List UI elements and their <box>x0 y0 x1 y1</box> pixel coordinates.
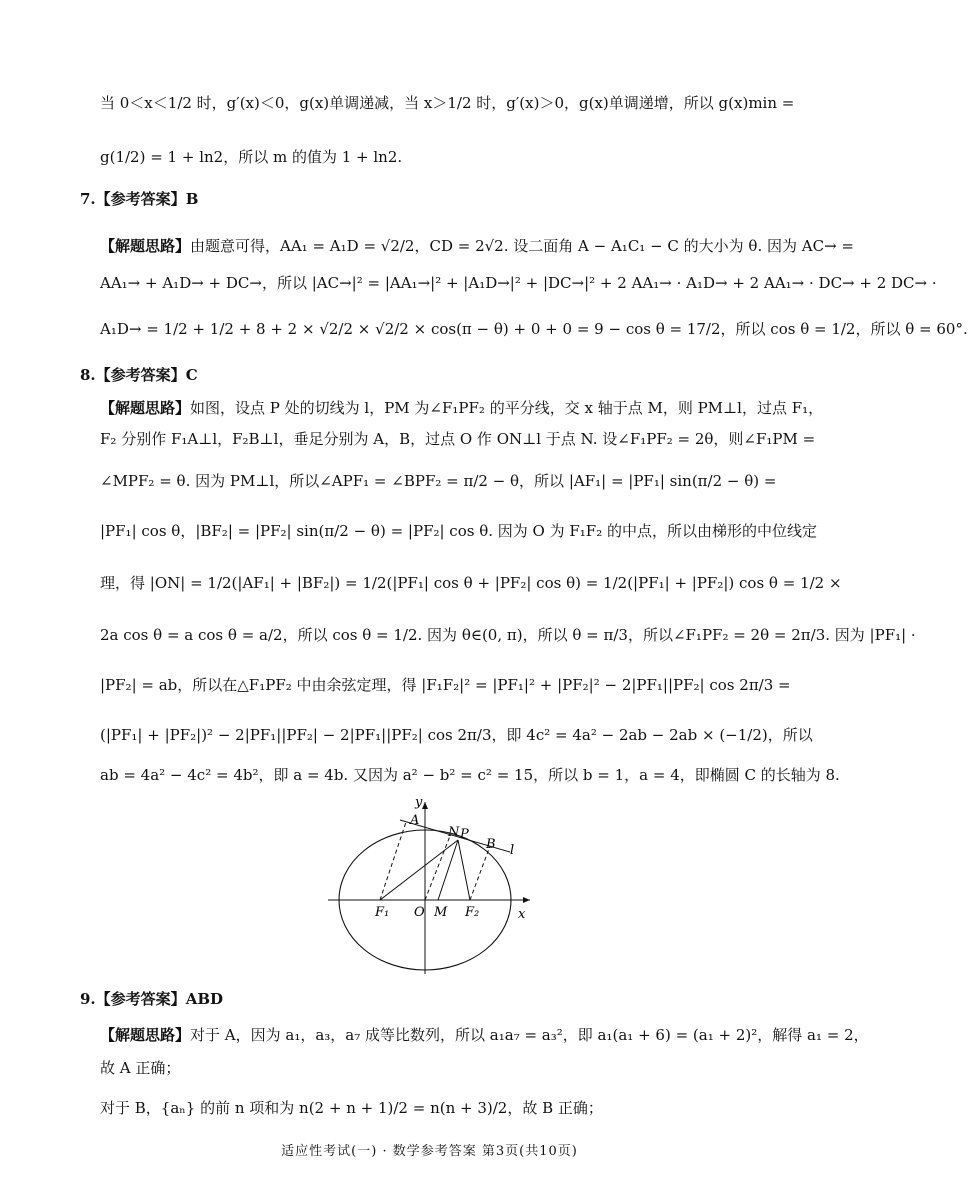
y-axis-arrow <box>422 802 428 809</box>
label-p: P <box>460 827 469 842</box>
q8-idea-tag: 【解题思路】 <box>100 399 191 417</box>
q7-number: 7. <box>80 190 96 208</box>
label-m: M <box>434 905 448 920</box>
q9-number: 9. <box>80 990 96 1008</box>
q8-solution-line-9: ab = 4a² − 4c² = 4b²，即 a = 4b. 又因为 a² − b² = c² = 15，所以 b = 1，a = 4，即椭圆 C 的长轴为 8. <box>100 766 840 784</box>
continuation-line-2: g(1/2) = 1 + ln2，所以 m 的值为 1 + ln2. <box>100 148 403 166</box>
q8-answer: C <box>185 366 198 384</box>
q7-solution-line-3: A₁D→ = 1/2 + 1/2 + 8 + 2 × √2/2 × √2/2 × cos(π − θ) + 0 + 0 = 9 − cos θ = 17/2，所以 cos θ = 1/2，所以 θ = 60°. <box>100 320 968 338</box>
q7-header <box>80 188 198 209</box>
page-footer: 适应性考试(一) · 数学参考答案 第3页(共10页) <box>281 1144 578 1159</box>
q8-text-1: 如图，设点 P 处的切线为 l，PM 为∠F₁PF₂ 的平分线，交 x 轴于点 M，则 PM⊥l，过点 F₁， <box>190 399 824 417</box>
q8-solution-line-8: (|PF₁| + |PF₂|)² − 2|PF₁||PF₂| − 2|PF₁||PF₂| cos 2π/3，即 4c² = 4a² − 2ab − 2ab × (−1/2)，所以 <box>100 726 813 744</box>
q9-answer: ABD <box>185 990 224 1008</box>
q8-solution-line-4: |PF₁| cos θ，|BF₂| = |PF₂| sin(π/2 − θ) = |PF₂| cos θ. 因为 O 为 F₁F₂ 的中点，所以由梯形的中位线定 <box>100 522 817 540</box>
q8-solution-line-6: 2a cos θ = a cos θ = a/2，所以 cos θ = 1/2. 因为 θ∈(0, π)，所以 θ = π/3，所以∠F₁PF₂ = 2θ = 2π/3. 因为 |PF₁| · <box>100 626 916 644</box>
q7-answer: B <box>185 190 199 208</box>
q8-answer-tag: 【参考答案】 <box>95 366 186 384</box>
label-a: A <box>410 813 420 828</box>
q9-header <box>80 988 223 1009</box>
segment-pf1 <box>380 840 458 900</box>
q8-solution-line-1 <box>100 397 823 418</box>
segment-pf2 <box>458 840 470 900</box>
q9-solution-line-3: 对于 B，{aₙ} 的前 n 项和为 n(2 + n + 1)/2 = n(n + 3)/2，故 B 正确； <box>100 1099 603 1117</box>
label-n: N <box>448 825 460 840</box>
q7-solution-line-1 <box>100 235 854 256</box>
segment-f2b <box>470 846 490 900</box>
label-l: l <box>510 843 515 858</box>
q9-text-1: 对于 A，因为 a₁，a₃，a₇ 成等比数列，所以 a₁a₇ = a₃²，即 a₁(a₁ + 6) = (a₁ + 2)²，解得 a₁ = 2， <box>190 1026 869 1044</box>
label-o: O <box>414 905 425 920</box>
label-y: y <box>415 795 423 810</box>
q9-answer-tag: 【参考答案】 <box>95 990 186 1008</box>
segment-pm <box>438 840 458 900</box>
q7-answer-tag: 【参考答案】 <box>95 190 186 208</box>
q7-solution-line-2: AA₁→ + A₁D→ + DC→，所以 |AC→|² = |AA₁→|² + |A₁D→|² + |DC→|² + 2 AA₁→ · A₁D→ + 2 AA₁→ · DC→ + 2 DC→ · <box>100 274 937 292</box>
ellipse-diagram <box>320 792 540 977</box>
segment-on <box>425 836 450 900</box>
q9-idea-tag: 【解题思路】 <box>100 1026 191 1044</box>
q8-number: 8. <box>80 366 96 384</box>
label-f2: F₂ <box>465 905 480 920</box>
q9-solution-line-2: 故 A 正确； <box>100 1059 181 1077</box>
q8-header <box>80 364 198 385</box>
x-axis-arrow <box>523 897 530 903</box>
q8-solution-line-7: |PF₂| = ab，所以在△F₁PF₂ 中由余弦定理，得 |F₁F₂|² = |PF₁|² + |PF₂|² − 2|PF₁||PF₂| cos 2π/3 = <box>100 676 791 694</box>
continuation-line-1: 当 0＜x＜1/2 时，g′(x)＜0，g(x)单调递减，当 x＞1/2 时，g′(x)＞0，g(x)单调递增，所以 g(x)min = <box>100 94 795 112</box>
q7-text-1: 由题意可得，AA₁ = A₁D = √2/2，CD = 2√2. 设二面角 A − A₁C₁ − C 的大小为 θ. 因为 AC→ = <box>190 237 854 255</box>
label-x: x <box>518 907 526 922</box>
q8-solution-line-5: 理，得 |ON| = 1/2(|AF₁| + |BF₂|) = 1/2(|PF₁| cos θ + |PF₂| cos θ) = 1/2(|PF₁| + |PF₂|) cos θ = 1/2 × <box>100 574 842 592</box>
q8-solution-line-2: F₂ 分别作 F₁A⊥l，F₂B⊥l，垂足分别为 A，B，过点 O 作 ON⊥l 于点 N. 设∠F₁PF₂ = 2θ，则∠F₁PM = <box>100 430 816 448</box>
segment-f1a <box>380 822 406 900</box>
q9-solution-line-1 <box>100 1024 869 1045</box>
label-f1: F₁ <box>375 905 390 920</box>
label-b: B <box>486 837 496 852</box>
q7-idea-tag: 【解题思路】 <box>100 237 191 255</box>
q8-solution-line-3: ∠MPF₂ = θ. 因为 PM⊥l，所以∠APF₁ = ∠BPF₂ = π/2 − θ，所以 |AF₁| = |PF₁| sin(π/2 − θ) = <box>100 472 777 490</box>
